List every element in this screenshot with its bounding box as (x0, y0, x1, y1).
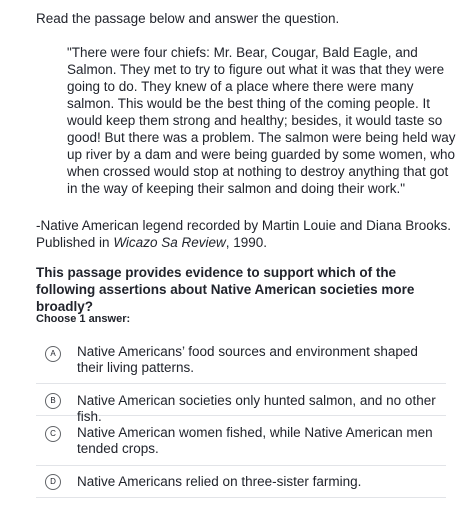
choice-b[interactable] (36, 384, 446, 424)
choice-d-radio[interactable]: D (45, 474, 61, 490)
choice-d-text: Native Americans relied on three-sister farming. (77, 474, 362, 489)
choice-c-text: Native American women fished, while Native American men tended crops. (77, 425, 433, 456)
citation-prefix: -Native American legend recorded by Martin Louie and Diana Brooks. Published in (36, 218, 451, 250)
passage-citation (36, 217, 456, 251)
choice-b-text: Native American societies only hunted salmon, and no other fish. (77, 393, 436, 424)
choice-b-radio[interactable]: B (45, 393, 61, 409)
choose-label: Choose 1 answer: (36, 313, 131, 325)
answer-choices (36, 332, 446, 498)
citation-suffix: , 1990. (225, 235, 268, 250)
passage-quote: "There were four chiefs: Mr. Bear, Cougar, Bald Eagle, and Salmon. They met to try to figure out what it was that they were going to do. They knew of a place where there were many salmon. This would be the best thing of the coming people. It would keep them strong and healthy; besides, it would taste so good! But there was a problem. The salmon were being held way up river by a dam and were being guarded by some women, who when crossed would stop at nothing to destroy anything that got in the way of keeping their salmon and doing their work." (67, 45, 456, 196)
choice-a-radio[interactable]: A (45, 346, 61, 362)
instruction-text: Read the passage below and answer the question. (36, 11, 340, 26)
choice-a[interactable] (36, 332, 446, 384)
choice-a-text: Native Americans’ food sources and environment shaped their living patterns. (77, 344, 418, 375)
citation-source: Wicazo Sa Review (113, 235, 226, 250)
question-prompt: This passage provides evidence to support which of the following assertions about Native American societies more broadly? (36, 265, 415, 314)
choice-d[interactable] (36, 466, 446, 498)
choice-c-radio[interactable]: C (45, 426, 61, 442)
choice-c[interactable] (36, 416, 446, 466)
